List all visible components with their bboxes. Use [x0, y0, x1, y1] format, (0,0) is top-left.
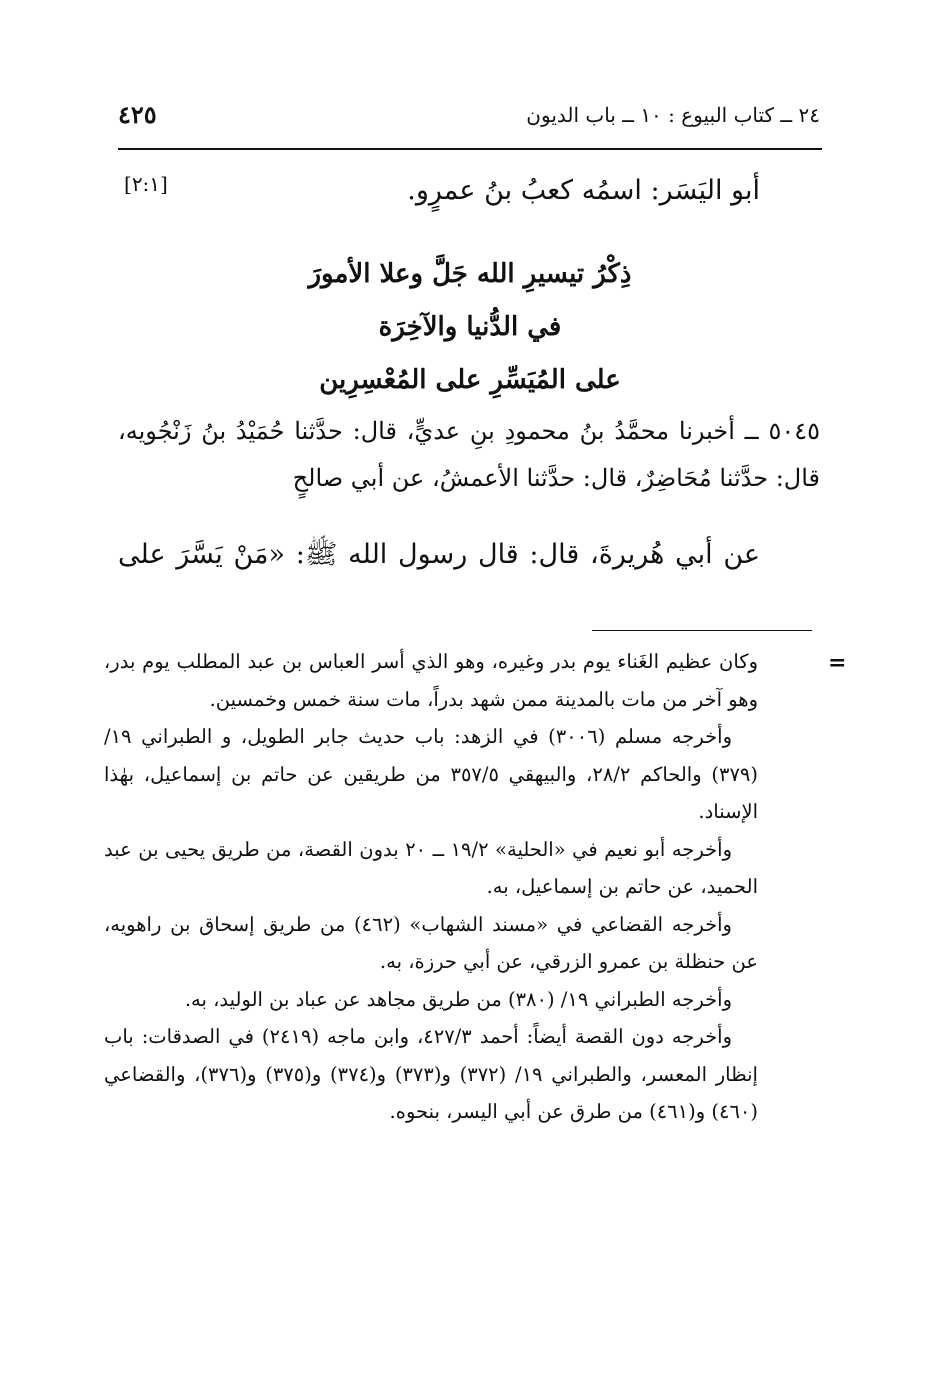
footnote-paragraph: وأخرجه القضاعي في «مسند الشهاب» (٤٦٢) من طريق إسحاق بن راهويه، عن حنظلة بن عمرو الزرقي، عن أبي حرزة، به. [104, 912, 758, 973]
hadith-continuation: عن أبي هُريرةَ، قال: قال رسول الله ﷺ: «مَنْ يَسَّرَ على [118, 539, 760, 570]
footnote-paragraph: وكان عظيم الغَناء يوم بدر وغيره، وهو الذي أسر العباس بن عبد المطلب يوم بدر، وهو آخر من مات بالمدينة ممن شهد بدراً، مات سنة خمس وخمسين. [104, 650, 758, 711]
hadith-text: ٥٠٤٥ ــ أخبرنا محمَّدُ بنُ محمودِ بنِ عديٍّ، قال: حدَّثنا حُمَيْدُ بنُ زَنْجُويه، قال: حدَّثنا مُحَاضِرٌ، قال: حدَّثنا الأعمشُ، عن أبي صالحٍ [118, 417, 820, 492]
footnotes [104, 643, 758, 1131]
section-heading-line: في الدُّنيا والآخِرَة [378, 312, 562, 342]
section-heading [118, 248, 822, 407]
footnote-paragraph: وأخرجه دون القصة أيضاً: أحمد ٤٢٧/٣، وابن ماجه (٢٤١٩) في الصدقات: باب إنظار المعسر، والطبراني ١٩/ (٣٧٢) و(٣٧٣) و(٣٧٤) و(٣٧٥) و(٣٧٦)، والقضاعي (٤٦٠) و(٤٦١) من طرق عن أبي اليسر، بنحوه. [104, 1025, 758, 1123]
page-number: ٤٢٥ [118, 100, 157, 129]
footnote-continuation-mark: = [828, 650, 847, 676]
section-heading-line: ذِكْرُ تيسيرِ الله جَلَّ وعلا الأمورَ [308, 259, 632, 289]
footnote-paragraph: وأخرجه أبو نعيم في «الحلية» ١٩/٢ ــ ٢٠ بدون القصة، من طريق يحيى بن عبد الحميد، عن حاتم بن إسماعيل، به. [104, 837, 758, 898]
section-heading-line: على المُيَسِّرِ على المُعْسِرِين [319, 365, 621, 395]
narrator-line: أبو اليَسَر: اسمُه كعبُ بنُ عمرٍو. [407, 175, 760, 206]
reference-code: [٢:١] [124, 172, 168, 196]
header-rule [118, 148, 822, 150]
running-head: ٢٤ ــ كتاب البيوع : ١٠ ــ باب الديون [526, 103, 820, 127]
footnote-paragraph: وأخرجه الطبراني ١٩/ (٣٨٠) من طريق مجاهد عن عباد بن الوليد، به. [184, 987, 732, 1011]
footnote-paragraph: وأخرجه مسلم (٣٠٠٦) في الزهد: باب حديث جابر الطويل، و الطبراني ١٩/ (٣٧٩) والحاكم ٢٨/٢، والبيهقي ٣٥٧/٥ من طريقين عن حاتم بن إسماعيل، بهٰذا الإسناد. [104, 725, 759, 823]
footnote-separator [592, 630, 812, 631]
